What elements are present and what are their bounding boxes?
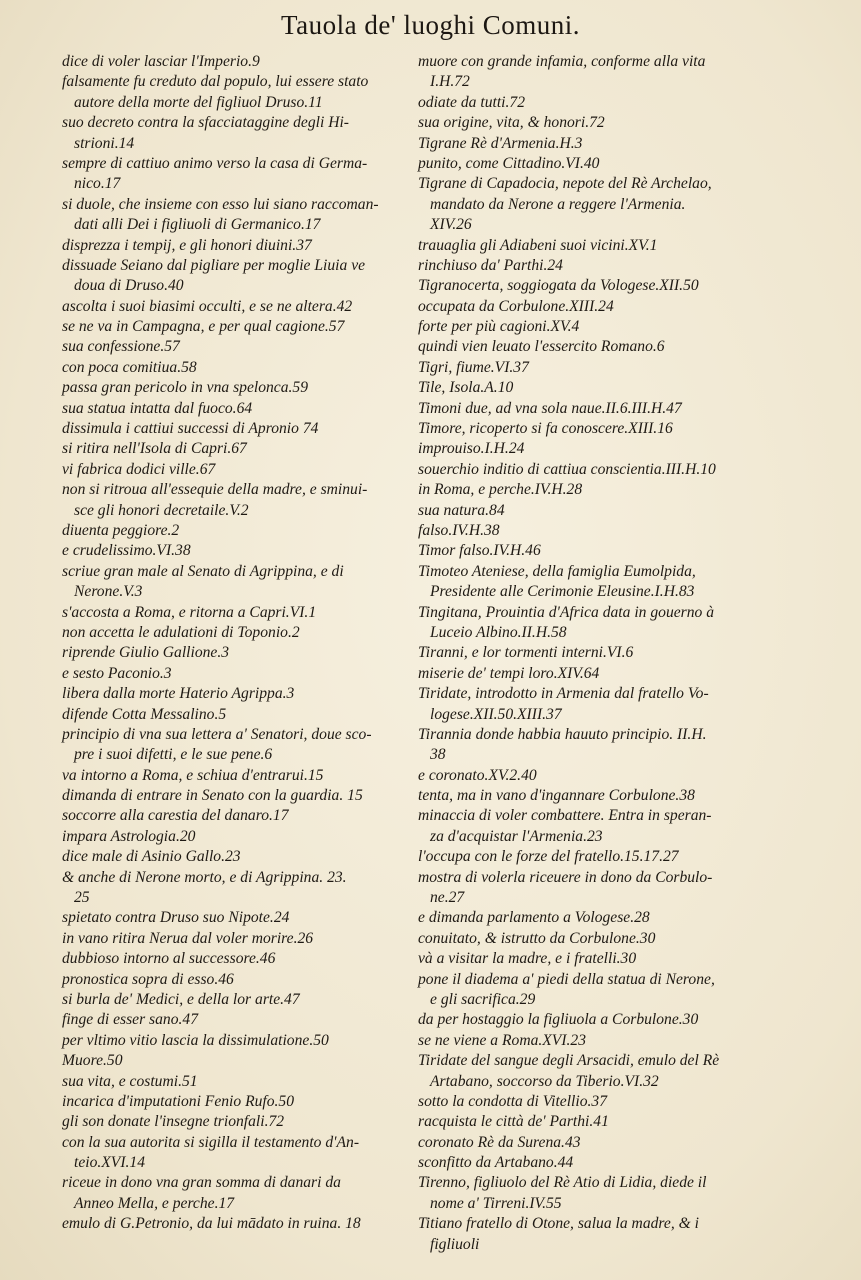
right-index-entry-line: falso.IV.H.38 (418, 521, 500, 539)
right-index-entry-line: muore con grande infamia, conforme alla vita (418, 53, 706, 70)
left-index-entry-line: e crudelissimo.VI.38 (62, 542, 191, 560)
left-index-entry-line: passa gran pericolo in vna spelonca.59 (62, 379, 309, 397)
right-index-entry-line: nome a' Tirreni.IV.55 (430, 1194, 562, 1212)
right-index-entry-line: racquista le città de' Parthi.41 (418, 1113, 609, 1131)
right-index-entry-line: odiate da tutti.72 (418, 93, 525, 111)
left-index-entry-line: Anneo Mella, e perche.17 (74, 1194, 235, 1212)
left-index-entry-line: si ritira nell'Isola di Capri.67 (62, 440, 247, 458)
right-index-entry-line: miserie de' tempi loro.XIV.64 (418, 664, 600, 682)
right-index-entry-line: e gli sacrifica.29 (430, 990, 536, 1008)
right-index-entry-line: trauaglia gli Adiabeni suoi vicini.XV.1 (418, 236, 658, 254)
left-index-entry-line: principio di vna sua lettera a' Senatori, doue sco- (62, 725, 372, 743)
right-index-entry-line: sconfitto da Artabano.44 (418, 1154, 574, 1172)
right-index-entry-line: l'occupa con le forze del fratello.15.17.27 (418, 848, 679, 866)
right-index-entry-line: và a visitar la madre, e i fratelli.30 (418, 950, 637, 968)
left-index-entry-line: falsamente fu creduto dal populo, lui essere stato (62, 73, 369, 91)
right-index-entry-line: Tigrane di Capadocia, nepote del Rè Archelao, (418, 175, 712, 193)
left-index-entry-line: Nerone.V.3 (74, 583, 143, 601)
right-index-entry-line: sotto la condotta di Vitellio.37 (418, 1092, 607, 1110)
left-index-entry-line: strioni.14 (74, 134, 135, 152)
right-index-entry-line: e coronato.XV.2.40 (418, 766, 537, 784)
left-index-entry-line: scriue gran male al Senato di Agrippina, e di (62, 562, 344, 580)
left-index-entry-line: sua confessione.57 (62, 338, 180, 356)
left-index-entry-line: s'accosta a Roma, e ritorna a Capri.VI.1 (62, 603, 317, 621)
left-index-entry-line: teio.XVI.14 (74, 1154, 146, 1172)
left-index-entry-line: nico.17 (74, 175, 121, 193)
right-index-entry-line: in Roma, e perche.IV.H.28 (418, 481, 583, 499)
left-index-entry-line: 25 (74, 889, 90, 907)
left-index-entry-line: soccorre alla carestia del danaro.17 (62, 807, 289, 825)
index-column-left (62, 52, 412, 1235)
right-index-entry-line: I.H.72 (430, 73, 470, 91)
left-index-entry-line: per vltimo vitio lascia la dissimulatione.50 (62, 1031, 329, 1049)
left-index-entry-line: spietato contra Druso suo Nipote.24 (62, 909, 290, 927)
index-column-right (418, 52, 778, 1255)
right-index-entry-line: 38 (430, 746, 446, 764)
left-index-entry-line: dice di voler lasciar l'Imperio.9 (62, 53, 260, 70)
right-index-entry-line: se ne viene a Roma.XVI.23 (418, 1031, 587, 1049)
right-index-entry-line: occupata da Corbulone.XIII.24 (418, 297, 614, 315)
right-index-entry-line: rinchiuso da' Parthi.24 (418, 256, 563, 274)
left-index-entry-line: pronostica sopra di esso.46 (62, 970, 234, 988)
right-index-entry-line: ne.27 (430, 889, 465, 907)
right-index-entry-line: Tirannia donde habbia hauuto principio. II.H. (418, 725, 707, 743)
right-index-entry-line: Tigrane Rè d'Armenia.H.3 (418, 134, 583, 152)
right-index-entry-line: Timor falso.IV.H.46 (418, 542, 541, 560)
left-index-entry-line: difende Cotta Messalino.5 (62, 705, 227, 723)
right-index-entry-line: logese.XII.50.XIII.37 (430, 705, 562, 723)
right-index-entry-line: Tiranni, e lor tormenti interni.VI.6 (418, 644, 634, 662)
right-index-entry-line: sua natura.84 (418, 501, 505, 519)
left-index-entry-line: va intorno a Roma, e schiua d'entrarui.15 (62, 766, 324, 784)
right-index-entry-line: Timore, ricoperto si fa conoscere.XIII.16 (418, 420, 673, 438)
left-index-entry-line: dissimula i cattiui successi di Apronio 74 (62, 420, 319, 438)
right-index-entry-line: Tirenno, figliuolo del Rè Atio di Lidia, diede il (418, 1174, 707, 1192)
left-index-entry-line: emulo di G.Petronio, da lui mādato in ruina. 18 (62, 1215, 361, 1233)
right-index-entry-line: Timoni due, ad vna sola naue.II.6.III.H.47 (418, 399, 682, 417)
left-index-entry-line: diuenta peggiore.2 (62, 521, 180, 539)
right-index-entry-line: Titiano fratello di Otone, salua la madre, & i (418, 1215, 699, 1233)
left-index-entry-line: in vano ritira Nerua dal voler morire.26 (62, 929, 314, 947)
right-index-entry-line: da per hostaggio la figliuola a Corbulone.30 (418, 1011, 699, 1029)
page-title: Tauola de' luoghi Comuni. (281, 10, 580, 40)
right-index-entry-line: Tigranocerta, soggiogata da Vologese.XII.50 (418, 277, 699, 295)
left-index-entry-line: doua di Druso.40 (74, 277, 184, 295)
right-index-entry-line: Presidente alle Cerimonie Eleusine.I.H.83 (430, 583, 695, 601)
right-index-entry-line: minaccia di voler combattere. Entra in speran- (418, 807, 712, 825)
left-index-entry-line: ascolta i suoi biasimi occulti, e se ne altera.42 (62, 297, 353, 315)
left-index-entry-line: disprezza i tempij, e gli honori diuini.37 (62, 236, 312, 254)
right-index-entry-line: za d'acquistar l'Armenia.23 (430, 827, 603, 845)
left-index-entry-line: libera dalla morte Haterio Agrippa.3 (62, 685, 295, 703)
left-index-entry-line: con la sua autorita si sigilla il testamento d'An- (62, 1133, 360, 1151)
right-index-entry-line: Tiridate del sangue degli Arsacidi, emulo del Rè (418, 1052, 720, 1070)
left-index-entry-line: e sesto Paconio.3 (62, 664, 172, 682)
left-index-entry-line: dice male di Asinio Gallo.23 (62, 848, 241, 866)
left-index-entry-line: si burla de' Medici, e della lor arte.47 (62, 990, 300, 1008)
right-index-entry-line: Luceio Albino.II.H.58 (430, 623, 567, 641)
right-index-entry-line: Tigri, fiume.VI.37 (418, 358, 529, 376)
right-index-entry-line: conuitato, & istrutto da Corbulone.30 (418, 929, 656, 947)
right-index-entry-line: Tiridate, introdotto in Armenia dal fratello Vo- (418, 685, 709, 703)
left-index-entry-line: vi fabrica dodici ville.67 (62, 460, 216, 478)
left-index-entry-line: con poca comitiua.58 (62, 358, 197, 376)
left-index-entry-line: se ne va in Campagna, e per qual cagione.57 (62, 318, 345, 336)
right-index-entry-line: mostra di volerla riceuere in dono da Corbulo- (418, 868, 713, 886)
left-index-entry-line: si duole, che insieme con esso lui siano raccoman- (62, 195, 379, 213)
right-index-entry-line: quindi vien leuato l'essercito Romano.6 (418, 338, 665, 356)
right-index-entry-line: e dimanda parlamento a Vologese.28 (418, 909, 650, 927)
right-index-entry-line: mandato da Nerone a reggere l'Armenia. (430, 195, 686, 213)
right-index-entry-line: punito, come Cittadino.VI.40 (418, 154, 600, 172)
right-index-entry-line: pone il diadema a' piedi della statua di Nerone, (418, 970, 715, 988)
left-index-entry-line: sua statua intatta dal fuoco.64 (62, 399, 253, 417)
left-index-entry-line: suo decreto contra la sfacciataggine degli Hi- (62, 114, 349, 132)
left-index-entry-line: sua vita, e costumi.51 (62, 1072, 198, 1090)
left-index-entry-line: riprende Giulio Gallione.3 (62, 644, 230, 662)
left-index-entry-line: autore della morte del figliuol Druso.11 (74, 93, 323, 111)
right-index-entry-line: figliuoli (430, 1235, 480, 1253)
right-index-entry-line: XIV.26 (430, 216, 472, 234)
right-index-entry-line: Timoteo Ateniese, della famiglia Eumolpida, (418, 562, 696, 580)
left-index-entry-line: impara Astrologia.20 (62, 827, 196, 845)
right-index-entry-line: coronato Rè da Surena.43 (418, 1133, 581, 1151)
right-index-entry-line: Tingitana, Prouintia d'Africa data in gouerno à (418, 603, 715, 621)
left-index-entry-line: dubbioso intorno al successore.46 (62, 950, 276, 968)
left-index-entry-line: dissuade Seiano dal pigliare per moglie Liuia ve (62, 256, 366, 274)
right-index-entry-line: souerchio inditio di cattiua conscientia.III.H.10 (418, 460, 716, 478)
right-index-entry-line: Tile, Isola.A.10 (418, 379, 514, 397)
right-index-entry-line: forte per più cagioni.XV.4 (418, 318, 580, 336)
left-index-entry-line: non accetta le adulationi di Toponio.2 (62, 623, 300, 641)
left-index-entry-line: dati alli Dei i figliuoli di Germanico.17 (74, 216, 321, 234)
left-index-entry-line: sempre di cattiuo animo verso la casa di Germa- (62, 154, 368, 172)
right-index-entry-line: tenta, ma in vano d'ingannare Corbulone.38 (418, 787, 695, 805)
left-index-entry-line: incarica d'imputationi Fenio Rufo.50 (62, 1092, 295, 1110)
left-index-entry-line: riceue in dono vna gran somma di danari da (62, 1174, 341, 1192)
left-index-entry-line: finge di esser sano.47 (62, 1011, 199, 1029)
right-index-entry-line: Artabano, soccorso da Tiberio.VI.32 (430, 1072, 659, 1090)
left-index-entry-line: sce gli honori decretaile.V.2 (74, 501, 249, 519)
left-index-entry-line: & anche di Nerone morto, e di Agrippina. 23. (62, 868, 347, 886)
right-index-entry-line: improuiso.I.H.24 (418, 440, 525, 458)
left-index-entry-line: gli son donate l'insegne trionfali.72 (62, 1113, 285, 1131)
left-index-entry-line: dimanda di entrare in Senato con la guardia. 15 (62, 787, 363, 805)
right-index-entry-line: sua origine, vita, & honori.72 (418, 114, 605, 132)
left-index-entry-line: non si ritroua all'essequie della madre, e sminui- (62, 481, 368, 499)
left-index-entry-line: Muore.50 (62, 1052, 123, 1070)
left-index-entry-line: pre i suoi difetti, e le sue pene.6 (74, 746, 273, 764)
